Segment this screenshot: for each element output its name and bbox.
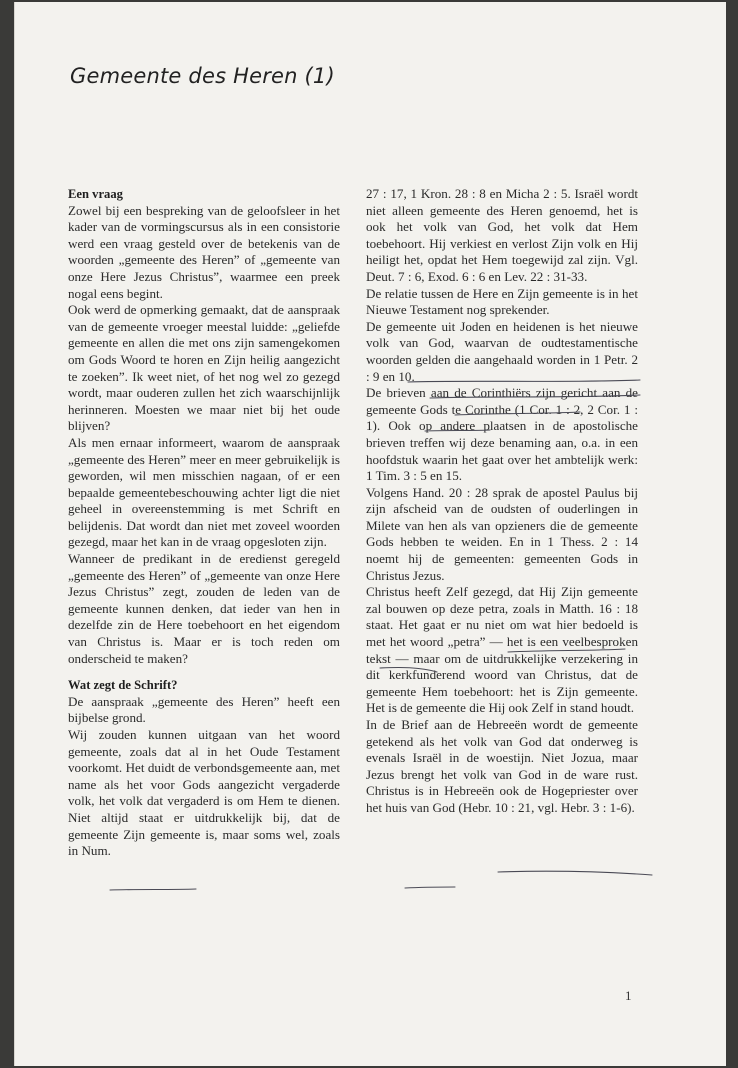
page-number: 1 [625,988,632,1003]
paragraph: Zowel bij een bespreking van de geloofsleer in het kader van de vormingscursus als in een consistorie werd een vraag gesteld over de betekenis van de woorden „gemeente des Heren” of „gemeente van onze Here Jezus Christus”, waarmee een preek nogal eens begint. [68,202,340,301]
paragraph: In de Brief aan de Hebreeën wordt de gemeente getekend als het volk van God dat onderweg is evenals Israël in de woestijn. Niet Jozua, maar Jezus brengt het volk van God in de ware rust. Christus is in Hebreeën ook de Hogepriester over het huis van God (Hebr. 10 : 21, vgl. Hebr. 3 : 1-6). [366,717,638,815]
paragraph: De brieven aan de Corinthiërs zijn gericht aan de gemeente Gods te Corinthe (1 Cor. 1 : 2, 2 Cor. 1 : 1). Ook op andere plaatsen in de apostolische brieven treffen wij deze benaming aan, o.a. in een hoofdstuk waarin het gaat over het ambtelijk werk: 1 Tim. 3 : 5 en 15. [366,385,638,484]
paragraph: De relatie tussen de Here en Zijn gemeente is in het Nieuwe Testament nog sprekender. [366,285,638,318]
right-column [366,186,638,817]
paragraph: De gemeente uit Joden en heidenen is het nieuwe volk van God, waarvan de oudtestamentische woorden gelden die aangehaald worden in 1 Petr. 2 : 9 en 10. [366,318,638,384]
paragraph: 27 : 17, 1 Kron. 28 : 8 en Micha 2 : 5. Israël wordt niet alleen gemeente des Heren genoemd, het is ook het volk van God, het volk dat Hem toebehoort. Hij verkiest en verlost Zijn volk en Hij heiligt het, opdat het Hem toegewijd zal zijn. Vgl. Deut. 7 : 6, Exod. 6 : 6 en Lev. 22 : 31-33. [366,186,638,284]
left-column [68,186,340,860]
paragraph: Wij zouden kunnen uitgaan van het woord gemeente, zoals dat al in het Oude Testament voorkomt. Het duidt de verbondsgemeente aan, met name als het voor Gods aangezicht vergaderde volk, het volk dat vergaderd is om Hem te dienen. Niet altijd staat er uitdrukkelijk bij, dat de gemeente Zijn gemeente is, maar soms wel, zoals in Num. [68,727,340,859]
paragraph: De aanspraak „gemeente des Heren” heeft een bijbelse grond. [68,693,340,726]
page-title: Gemeente des Heren (1) [70,64,335,88]
paragraph: Volgens Hand. 20 : 28 sprak de apostel Paulus bij zijn afscheid van de oudsten of ouderlingen in Milete van hen als van opzieners die de gemeente Gods hebben te weiden. En in 1 Thess. 2 : 14 noemt hij de gemeenten: gemeenten Gods in Christus Jezus. [366,484,638,583]
paragraph: Als men ernaar informeert, waarom de aanspraak „gemeente des Heren” meer en meer gebruikelijk is geworden, wil men misschien nagaan, of er een bepaalde gemeentebeschouwing achter ligt die niet geheel in overeenstemming is met Schrift en belijdenis. Dat wordt dan niet met zoveel woorden gezegd, maar het kan in de vraag opgesloten zijn. [68,434,340,550]
paragraph: Christus heeft Zelf gezegd, dat Hij Zijn gemeente zal bouwen op deze petra, zoals in Matth. 16 : 18 staat. Het gaat er nu niet om wat hier bedoeld is met het woord „petra” — het is een veelbesproken tekst — maar om de uitdrukkelijke verzekering in dit kerkfunderend woord van Christus, dat de gemeente Hem toebehoort: het is Zijn gemeente. Het is de gemeente die Hij ook Zelf in stand houdt. [366,584,638,716]
section-heading-wat-zegt-de-schrift: Wat zegt de Schrift? [68,678,178,693]
section-heading-een-vraag: Een vraag [68,187,123,201]
paragraph: Ook werd de opmerking gemaakt, dat de aanspraak van de gemeente vroeger meestal luidde: „geliefde gemeente en allen die met ons zijn samengekomen om Gods Woord te horen en Zijn heilig aangezicht te zoeken”. Ik weet niet, of het nog wel zo gezegd wordt, maar ouderen zullen het zich waarschijnlijk herinneren. Moesten we maar niet bij het oude blijven? [68,302,340,434]
paragraph: Wanneer de predikant in de eredienst geregeld „gemeente des Heren” of „gemeente van onze Here Jezus Christus” zegt, zouden de leden van de gemeente kunnen denken, dat ieder van hen in dezelfde zin de Here toebehoort en het eigendom van Christus is. Maar er is toch reden om onderscheid te maken? [68,551,340,666]
